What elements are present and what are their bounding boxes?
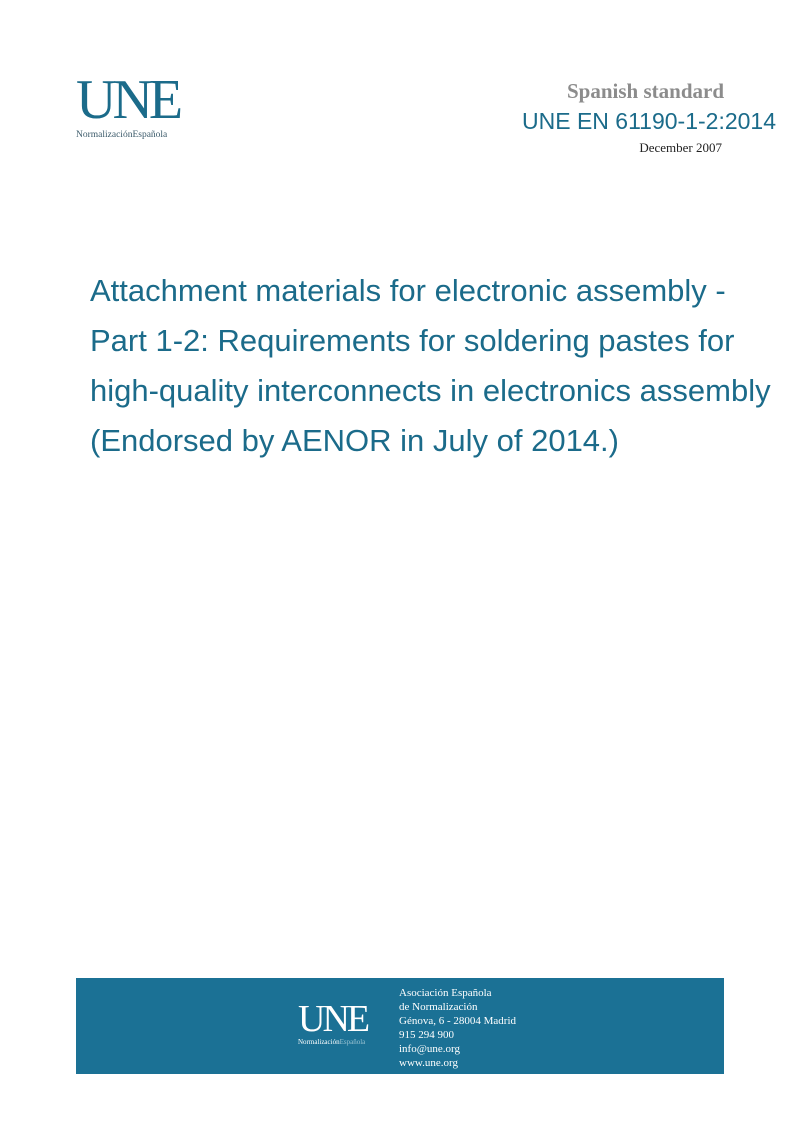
title-line: Attachment materials for electronic assembly - [90,273,726,308]
footer-email: info@une.org [399,1043,460,1055]
footer-logo-sub-part2: Española [339,1038,366,1046]
standard-header [522,78,776,156]
document-title [90,266,798,466]
footer-org-name: Asociación Española [399,987,492,999]
logo-sub-part2: Española [132,130,168,140]
footer-band [76,978,724,1074]
footer-phone: 915 294 900 [399,1029,454,1041]
standard-kind: Spanish standard [567,79,724,103]
une-logo-subtitle [76,130,196,140]
footer-website: www.une.org [399,1057,458,1069]
logo-sub-part1: Normalización [76,130,133,140]
footer-contact-info [399,986,516,1070]
footer-org-name-2: de Normalización [399,1001,478,1013]
footer-logo-sub-part1: Normalización [298,1038,340,1046]
footer-logo [298,998,388,1046]
title-line: Part 1-2: Requirements for soldering pastes for [90,323,735,358]
title-line: (Endorsed by AENOR in July of 2014.) [90,423,619,458]
footer-address: Génova, 6 - 28004 Madrid [399,1015,517,1027]
footer-logo-mark: UNE [298,998,368,1040]
standard-code: UNE EN 61190-1-2:2014 [522,108,776,134]
une-logo-mark: UNE [76,69,180,131]
footer-logo-subtitle [298,1038,388,1046]
standard-date: December 2007 [639,140,722,155]
une-logo [76,69,196,140]
title-line: high-quality interconnects in electronics assembly [90,373,771,408]
